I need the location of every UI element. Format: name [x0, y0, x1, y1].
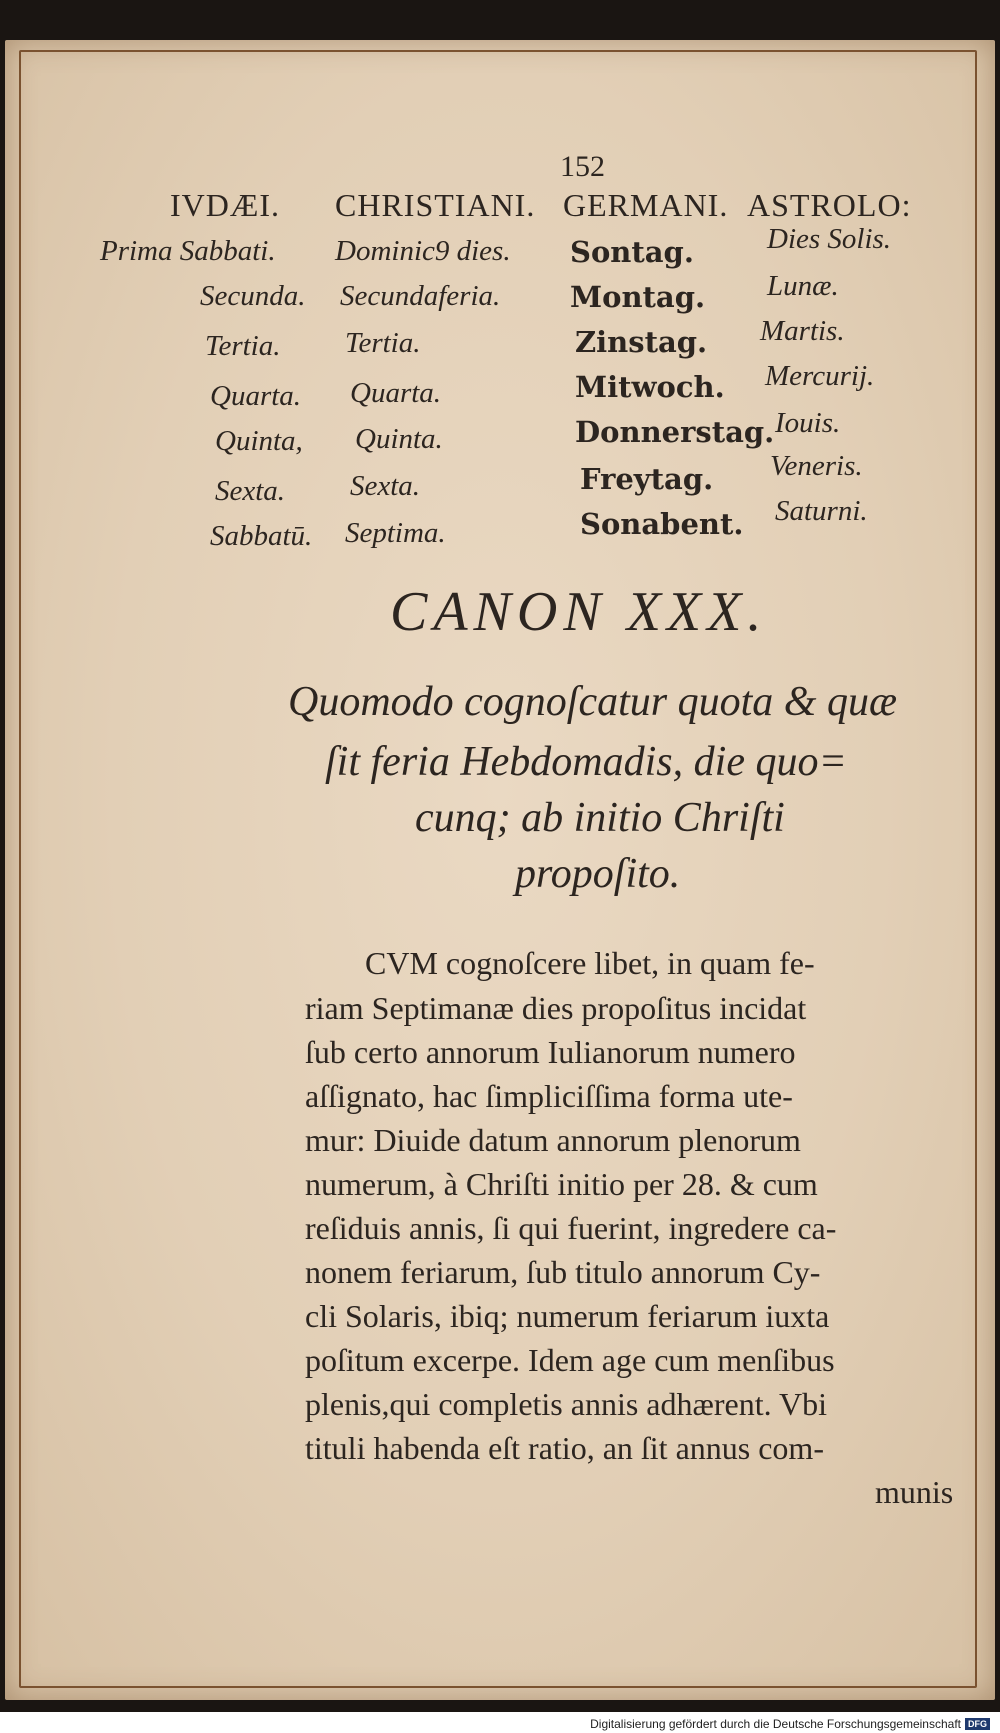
- table-cell-astrolo: Dies Solis.: [767, 223, 892, 255]
- body-text-line: riam Septimanæ dies propoſitus incidat: [305, 990, 807, 1026]
- canon-subtitle-line: propoſito.: [515, 851, 681, 897]
- table-cell-germani: Sonabent.: [580, 507, 744, 541]
- page-number: 152: [560, 150, 605, 183]
- digitization-footer: [590, 1717, 990, 1731]
- table-cell-germani: Montag.: [570, 280, 706, 314]
- table-cell-germani: Sontag.: [570, 235, 694, 269]
- table-cell-christiani: Septima.: [345, 517, 446, 549]
- table-cell-germani: Donnerstag.: [575, 415, 775, 449]
- table-cell-christiani: Secundaferia.: [340, 280, 501, 312]
- table-cell-iudaei: Sabbatū.: [210, 520, 313, 552]
- table-cell-christiani: Tertia.: [345, 327, 421, 359]
- body-text-line: reſiduis annis, ſi qui fuerint, ingredere ca-: [305, 1210, 837, 1246]
- table-cell-astrolo: Veneris.: [770, 450, 863, 482]
- canon-title: CANON XXX.: [390, 581, 768, 643]
- table-cell-iudaei: Quarta.: [210, 380, 302, 412]
- table-cell-christiani: Quinta.: [355, 423, 443, 455]
- body-text-line: aſſignato, hac ſimpliciſſima forma ute-: [305, 1078, 793, 1114]
- header-christiani: CHRISTIANI.: [335, 187, 536, 223]
- dfg-logo: DFG: [965, 1718, 990, 1730]
- table-cell-astrolo: Saturni.: [775, 495, 868, 527]
- table-cell-astrolo: Lunæ.: [767, 270, 839, 302]
- canon-subtitle-line: Quomodo cognoſcatur quota & quæ: [288, 679, 897, 725]
- table-cell-germani: Zinstag.: [575, 325, 708, 359]
- table-cell-iudaei: Tertia.: [205, 330, 281, 362]
- header-germani: GERMANI.: [563, 187, 729, 223]
- body-text-line: tituli habenda eſt ratio, an ſit annus com-: [305, 1430, 824, 1466]
- table-cell-astrolo: Iouis.: [775, 407, 841, 439]
- table-cell-astrolo: Mercurij.: [765, 360, 875, 392]
- body-text-line: mur: Diuide datum annorum plenorum: [305, 1122, 801, 1158]
- table-cell-iudaei: Quinta,: [215, 425, 303, 457]
- body-text-line: nonem feriarum, ſub titulo annorum Cy-: [305, 1254, 821, 1290]
- table-cell-iudaei: Secunda.: [200, 280, 306, 312]
- body-text-line: cli Solaris, ibiq; numerum feriarum iuxta: [305, 1298, 830, 1334]
- body-text-line: plenis,qui completis annis adhærent. Vbi: [305, 1386, 828, 1422]
- body-text-line: munis: [875, 1474, 954, 1510]
- table-cell-christiani: Sexta.: [350, 470, 421, 502]
- table-cell-germani: Freytag.: [580, 462, 714, 496]
- body-text-line: numerum, à Chriſti initio per 28. & cum: [305, 1166, 818, 1202]
- table-cell-iudaei: Sexta.: [215, 475, 286, 507]
- header-astrolo: ASTROLO:: [747, 187, 912, 223]
- footer-text: Digitalisierung gefördert durch die Deutsche Forschungsgemeinschaft: [590, 1717, 961, 1731]
- body-text-line: poſitum excerpe. Idem age cum menſibus: [305, 1342, 835, 1378]
- table-cell-christiani: Dominic9 dies.: [335, 235, 511, 267]
- book-page: [5, 40, 995, 1700]
- header-iudaei: IVDÆI.: [170, 187, 280, 223]
- canon-subtitle-line: cunq; ab initio Chriſti: [415, 795, 785, 841]
- table-cell-germani: Mitwoch.: [575, 370, 725, 404]
- canon-subtitle-line: ſit feria Hebdomadis, die quo=: [325, 739, 847, 785]
- body-text-line: CVM cognoſcere libet, in quam fe-: [365, 945, 815, 981]
- table-cell-christiani: Quarta.: [350, 377, 442, 409]
- table-cell-astrolo: Martis.: [760, 315, 845, 347]
- body-text-line: ſub certo annorum Iulianorum numero: [305, 1034, 796, 1070]
- table-cell-iudaei: Prima Sabbati.: [100, 235, 276, 267]
